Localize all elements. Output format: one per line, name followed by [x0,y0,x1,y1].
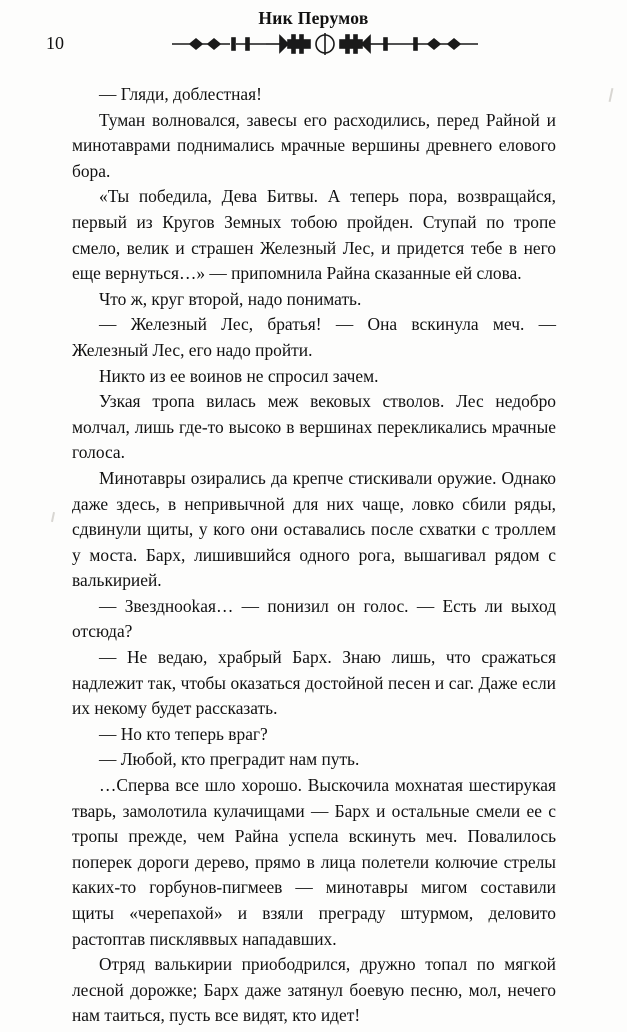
paragraph: Узкая тропа вилась меж вековых стволов. Лес недобро молчал, лишь где-то высоко в вершинах перекликались мрачные голоса. [72,391,556,463]
paragraph: Туман волновался, завесы его расходились, перед Райной и минотаврами поднимались мрачные вершины древнего елового бора. [72,109,556,181]
page-edge-mark [51,512,55,522]
paragraph: — Не ведаю, храбрый Барх. Знаю лишь, что сражаться надлежит так, чтобы оказаться достойной песен и саг. Даже если их некому будет рассказать. [72,647,556,719]
paragraph: «Ты победила, Дева Битвы. А теперь пора, возвращайся, первый из Кругов Земных тобою пройден. Ступай по тропе смело, велик и страшен Железный Лес, и придется тебе в него еще вернуться…» — припомнила Райна сказанные ей слова. [72,186,556,284]
page-body [72,82,556,1029]
paragraph: …Сперва все шло хорошо. Выскочила мохнатая шестирукая тварь, замолотила кулачищами — Барх и остальные смели ее с тропы прежде, чем Райна успела вскинуть меч. Повалилось поперек дороги дерево, прямо в лица полетели колючие стрелы каких-то горбунов-пигмеев — минотавры мигом составили щиты «черепахой» и взяли преграду штурмом, деловито растоптав пискляввых нападавших. [72,775,556,949]
running-title: Ник Перумов [258,8,369,28]
paragraph: Отряд валькирии приободрился, дружно топал по мягкой лесной дорожке; Барх даже затянул боевую песню, мол, нечего нам таиться, пусть все видят, кто идет! [72,954,556,1026]
paragraph: — Но кто теперь враг? [99,723,268,744]
paragraph: — Звезднookaя… — понизил он голос. — Есть ли выход отсюда? [72,595,556,642]
page-number: 10 [46,33,64,53]
paragraph: Что ж, круг второй, надо понимать. [99,288,362,309]
paragraph: — Гляди, доблестная! [99,84,262,104]
paragraph: — Железный Лес, братья! — Она вскинула меч. — Железный Лес, его надо пройти. [72,314,556,360]
page-edge-mark [609,88,614,102]
decorative-divider-icon [170,32,480,56]
paragraph: Никто из ее воинов не спросил зачем. [99,365,379,386]
page-header [0,0,627,78]
paragraph: — Любой, кто преградит нам путь. [99,749,360,770]
paragraph: Минотавры озирались да крепче стискивали оружие. Однако даже здесь, в непривычной для них чаще, ловко сбили ряды, сдвинули щиты, у кого они оставались после схватки с троллем у моста. Барх, лишившийся одного рога, вышагивал рядом с валькирией. [72,467,556,591]
